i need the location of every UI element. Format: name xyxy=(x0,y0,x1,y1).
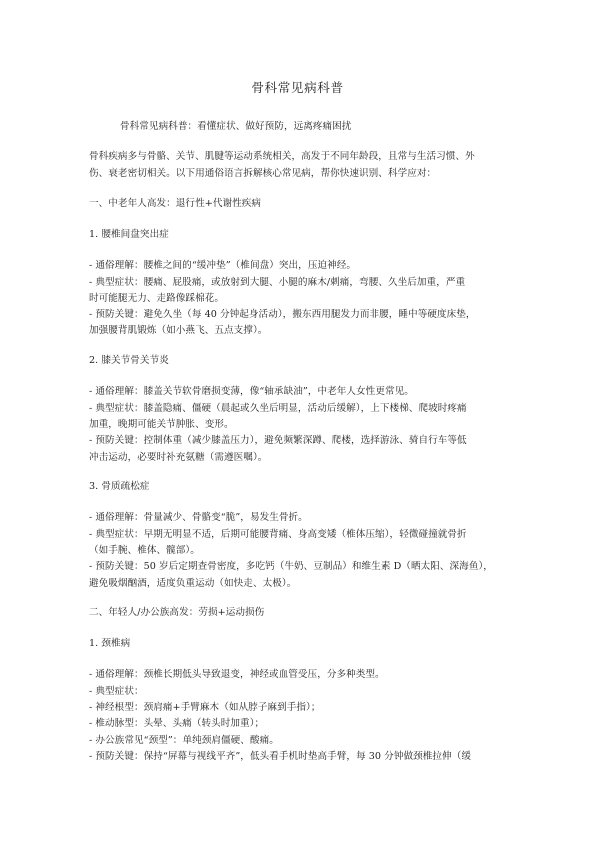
item-line: - 典型症状：腰痛、屁股痛，或放射到大腿、小腿的麻木/刺痛，弯腰、久坐后加重，严重 xyxy=(89,277,466,288)
page-title: 骨科常见病科普 xyxy=(251,80,344,95)
intro-line: 伤、衰老密切相关。以下用通俗语言拆解核心常见病，帮你快速识别、科学应对： xyxy=(89,168,437,179)
item-heading: 1. 腰椎间盘突出症 xyxy=(89,229,169,240)
section-heading: 一、中老年人高发：退行性+代谢性疾病 xyxy=(89,198,262,209)
item-line: - 通俗理解：颈椎长期低头导致退变，神经或血管受压，分多种类型。 xyxy=(89,669,385,680)
item-line: - 典型症状：膝盖隐痛、僵硬（晨起或久坐后明显，活动后缓解），上下楼梯、爬坡时疼痛 xyxy=(89,403,467,414)
item-line: - 通俗理解：骨量减少、骨骼变“脆”，易发生骨折。 xyxy=(89,512,308,523)
item-line: - 椎动脉型：头晕、头痛（转头时加重）； xyxy=(89,718,265,729)
item-line: - 预防关键：保持“屏幕与视线平齐”，低头看手机时垫高手臂，每 30 分钟做颈椎拉伸（缓 xyxy=(89,751,471,762)
item-heading: 3. 骨质疏松症 xyxy=(89,481,150,492)
item-line: - 预防关键：50 岁后定期查骨密度，多吃钙（牛奶、豆制品）和维生素 D（晒太阳、深海鱼）， xyxy=(89,561,493,572)
item-line: - 办公族常见“颈型”：单纯颈肩僵硬、酸痛。 xyxy=(89,735,279,746)
item-line: 冲击运动，必要时补充氨糖（需遵医嘱）。 xyxy=(89,452,268,463)
item-line: 避免吸烟酗酒，适度负重运动（如快走、太极）。 xyxy=(89,578,297,589)
item-line: - 通俗理解：腰椎之间的“缓冲垫”（椎间盘）突出，压迫神经。 xyxy=(89,260,357,271)
item-line: 加强腰背肌锻炼（如小燕飞、五点支撑）。 xyxy=(89,325,268,336)
item-heading: 1. 颈椎病 xyxy=(89,638,131,649)
item-line: （如手腕、椎体、髋部）。 xyxy=(89,545,200,556)
item-line: - 典型症状：早期无明显不适，后期可能腰背痛、身高变矮（椎体压缩），轻微碰撞就骨折 xyxy=(89,529,467,540)
item-heading: 2. 膝关节骨关节炎 xyxy=(89,355,169,366)
item-line: - 典型症状： xyxy=(89,686,144,697)
item-line: - 通俗理解：膝盖关节软骨磨损变薄，像“轴承缺油”，中老年人女性更常见。 xyxy=(89,386,414,397)
item-line: - 预防关键：避免久坐（每 40 分钟起身活动），搬东西用腿发力而非腰，睡中等硬度床垫， xyxy=(89,309,476,320)
item-line: - 预防关键：控制体重（减少膝盖压力），避免频繁深蹲、爬楼，选择游泳、骑自行车等低 xyxy=(89,435,467,446)
intro-line: 骨科疾病多与骨骼、关节、肌腱等运动系统相关，高发于不同年龄段，且常与生活习惯、外 xyxy=(89,151,475,162)
item-line: 加重，晚期可能关节肿胀、变形。 xyxy=(89,419,234,430)
subtitle: 骨科常见病科普：看懂症状、做好预防，远离疼痛困扰 xyxy=(120,121,352,132)
item-line: 时可能腿无力、走路像踩棉花。 xyxy=(89,293,225,304)
item-line: - 神经根型：颈肩痛+手臂麻木（如从脖子麻到手指）； xyxy=(89,702,321,713)
section-heading: 二、年轻人/办公族高发：劳损+运动损伤 xyxy=(89,607,265,618)
